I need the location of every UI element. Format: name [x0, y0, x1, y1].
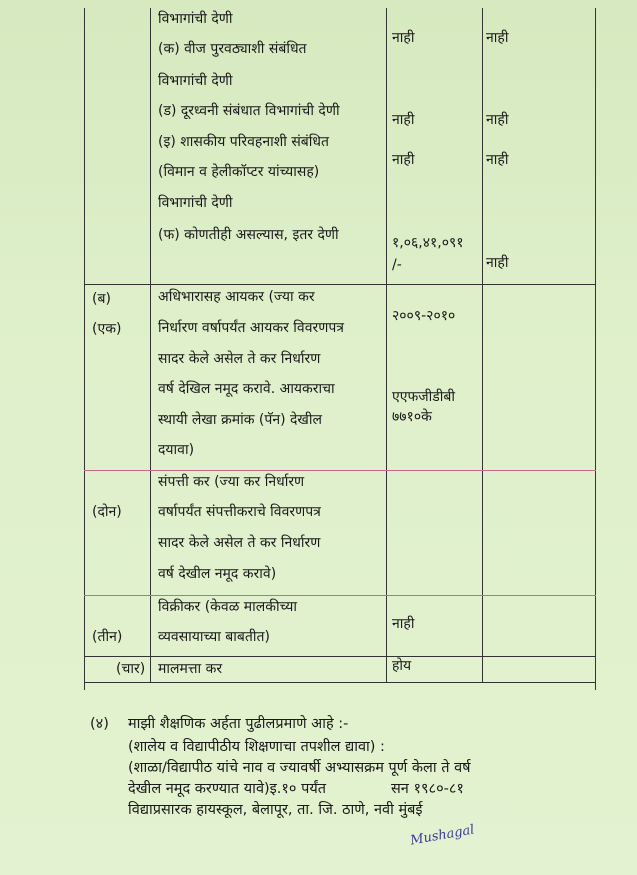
table-bottom-border: [84, 682, 596, 683]
column-divider-3: [482, 8, 483, 682]
pan-number: एएफजीडीबी: [392, 389, 456, 405]
assessment-year: २००९-२०१०: [392, 308, 456, 324]
education-year: सन १९८०-८१: [391, 781, 464, 797]
dues-line: (विमान व हेलीकॉप्टर यांच्यासह): [158, 164, 320, 180]
dues-line: (इ) शासकीय परिवहनाशी संबंधित: [158, 134, 329, 150]
value-cell: नाही: [392, 112, 415, 128]
dues-line: विभागांची देणी: [158, 195, 233, 211]
value-cell: नाही: [486, 112, 509, 128]
row-divider-2: [84, 470, 596, 471]
dues-line: (फ) कोणतीही असल्यास, इतर देणी: [158, 227, 339, 243]
table-border-right: [595, 8, 596, 690]
wealth-tax-line: संपत्ती कर (ज्या कर निर्धारण: [158, 474, 305, 490]
wealth-tax-line: वर्षापर्यंत संपत्तीकराचे विवरणपत्र: [158, 504, 321, 520]
column-divider-2: [386, 8, 387, 682]
sales-tax-line: विक्रीकर (केवळ मालकीच्या: [158, 599, 297, 615]
row-divider-3: [84, 595, 596, 596]
value-cell: नाही: [392, 30, 415, 46]
dues-line: विभागांची देणी: [158, 73, 233, 89]
sales-tax-line: व्यवसायाच्या बाबतीत): [158, 629, 270, 645]
education-line: (शाळा/विद्यापीठ यांचे नाव व ज्यावर्षी अभ्यासक्रम पूर्ण केला ते वर्ष: [128, 760, 471, 776]
signature: Mushagal: [409, 822, 476, 849]
income-tax-line: दयावा): [158, 442, 195, 458]
value-cell: नाही: [486, 255, 509, 271]
dues-line: (ड) दूरध्वनी संबंधात विभागांची देणी: [158, 103, 340, 119]
education-heading: माझी शैक्षणिक अर्हता पुढीलप्रमाणे आहे :-: [128, 716, 349, 732]
table-border-left: [84, 8, 85, 690]
value-cell: नाही: [486, 30, 509, 46]
income-tax-line: वर्ष देखिल नमूद करावे. आयकराचा: [158, 381, 335, 397]
value-cell: /-: [392, 257, 402, 273]
row-divider-1: [84, 284, 596, 285]
income-tax-line: निर्धारण वर्षापर्यंत आयकर विवरणपत्र: [158, 320, 345, 336]
wealth-tax-line: सादर केले असेल ते कर निर्धारण: [158, 535, 321, 551]
section-label: (एक): [92, 321, 122, 337]
value-cell: १,०६,४१,०९१: [392, 235, 464, 251]
dues-line: विभागांची देणी: [158, 11, 233, 27]
dues-line: (क) वीज पुरवठ्याशी संबंधित: [158, 41, 307, 57]
education-line: देखील नमूद करण्यात यावे)इ.१० पर्यंत: [128, 781, 326, 797]
education-number: (४): [90, 716, 109, 732]
value-cell: नाही: [392, 152, 415, 168]
section-label: (ब): [92, 291, 111, 307]
section-label: (दोन): [92, 504, 122, 520]
column-divider-1: [150, 8, 151, 682]
value-cell: नाही: [392, 616, 415, 632]
property-tax-label: मालमत्ता कर: [158, 661, 223, 677]
wealth-tax-line: वर्ष देखील नमूद करावे): [158, 566, 277, 582]
education-line: (शालेय व विद्यापीठीय शिक्षणाचा तपशील द्यावा) :: [128, 739, 385, 755]
education-school: विद्याप्रसारक हायस्कूल, बेलापूर, ता. जि. ठाणे, नवी मुंबई: [128, 802, 423, 818]
section-label: (तीन): [92, 629, 123, 645]
value-cell: होय: [392, 658, 412, 674]
row-divider-4: [84, 656, 596, 657]
pan-number: ७७१०के: [392, 409, 432, 425]
value-cell: नाही: [486, 152, 509, 168]
section-label: (चार): [116, 661, 146, 677]
income-tax-line: अधिभारासह आयकर (ज्या कर: [158, 289, 315, 305]
income-tax-line: सादर केले असेल ते कर निर्धारण: [158, 351, 321, 367]
income-tax-line: स्थायी लेखा क्रमांक (पॅन) देखील: [158, 412, 323, 428]
